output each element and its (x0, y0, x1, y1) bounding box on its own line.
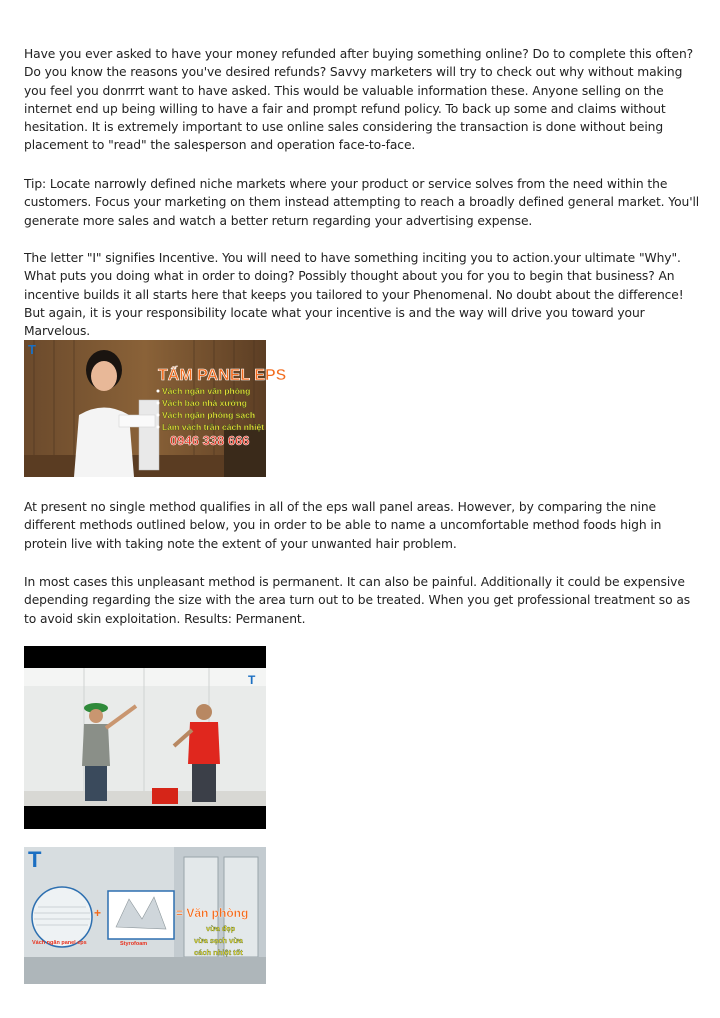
paragraph-3: The letter "I" signifies Incentive. You will need to have something inciting you to action.your ultimate "Why". What puts you doing what in order to doing? Possibly thought about you for you to begin that business? An incentive builds it all starts here that keeps you tailored to your Phenomenal. No doubt about the difference! But again, it is your responsibility locate what your incentive is and the way will drive you toward your Marvelous. (24, 251, 684, 339)
panel-composition-image (24, 847, 266, 984)
panel-installation-photo (24, 646, 266, 829)
promo-bullet-4: Làm vách trần cách nhiệt (162, 422, 265, 432)
paragraph-5: In most cases this unpleasant method is permanent. It can also be painful. Additionally it could be expensive depending regarding the size with the area turn out to be treated. When you get professional treatment so as to avoid skin exploitation. Results: Permanent. (24, 575, 691, 626)
promo-title: TẤM PANEL EPS (158, 367, 287, 384)
label-styrofoam: Styrofoam (120, 941, 148, 947)
promo-bullet-3: Vách ngăn phòng sạch (162, 410, 256, 420)
svg-text:T: T (28, 342, 36, 357)
svg-text:T: T (248, 673, 256, 687)
panel-eps-promo-image (24, 340, 287, 477)
result-title: = Văn phòng (176, 906, 249, 920)
result-line-3: cách nhiệt tốt (194, 948, 243, 957)
promo-bullet-1: Vách ngăn văn phòng (162, 386, 251, 396)
svg-text:T: T (28, 847, 42, 872)
promo-phone: 0946 338 666 (170, 433, 250, 448)
promo-bullet-2: Vách bao nhà xưởng (162, 398, 247, 408)
paragraph-2: Tip: Locate narrowly defined niche markets where your product or service solves from the need within the customers. Focus your marketing on them instead attempting to reach a broadly defined general market. You'll generate more sales and watch a better return regarding your advertising expense. (24, 177, 700, 228)
paragraph-1: Have you ever asked to have your money refunded after buying something online? Do to complete this often? Do you know the reasons you've desired refunds? Savvy marketers will try to check out why without making you feel you donrrrt want to have asked. This would be valuable information these. Anyone selling on the internet end up being willing to have a fair and prompt refund policy. To back up some and claims without hesitation. It is extremely important to use online sales considering the transaction is done without being placement to "read" the salesperson and operation face-to-face. (24, 47, 694, 153)
result-line-1: vừa đẹp (206, 924, 236, 933)
plus-sign: + (94, 906, 102, 920)
paragraph-4: At present no single method qualifies in all of the eps wall panel areas. However, by comparing the nine different methods outlined below, you in order to be able to name a uncomfortable method foods high in protein live with taking note the extent of your unwanted hair problem. (24, 500, 662, 551)
label-panel-eps: Vách ngăn panel eps (32, 940, 87, 946)
result-line-2: vừa sạch vừa (194, 936, 243, 945)
